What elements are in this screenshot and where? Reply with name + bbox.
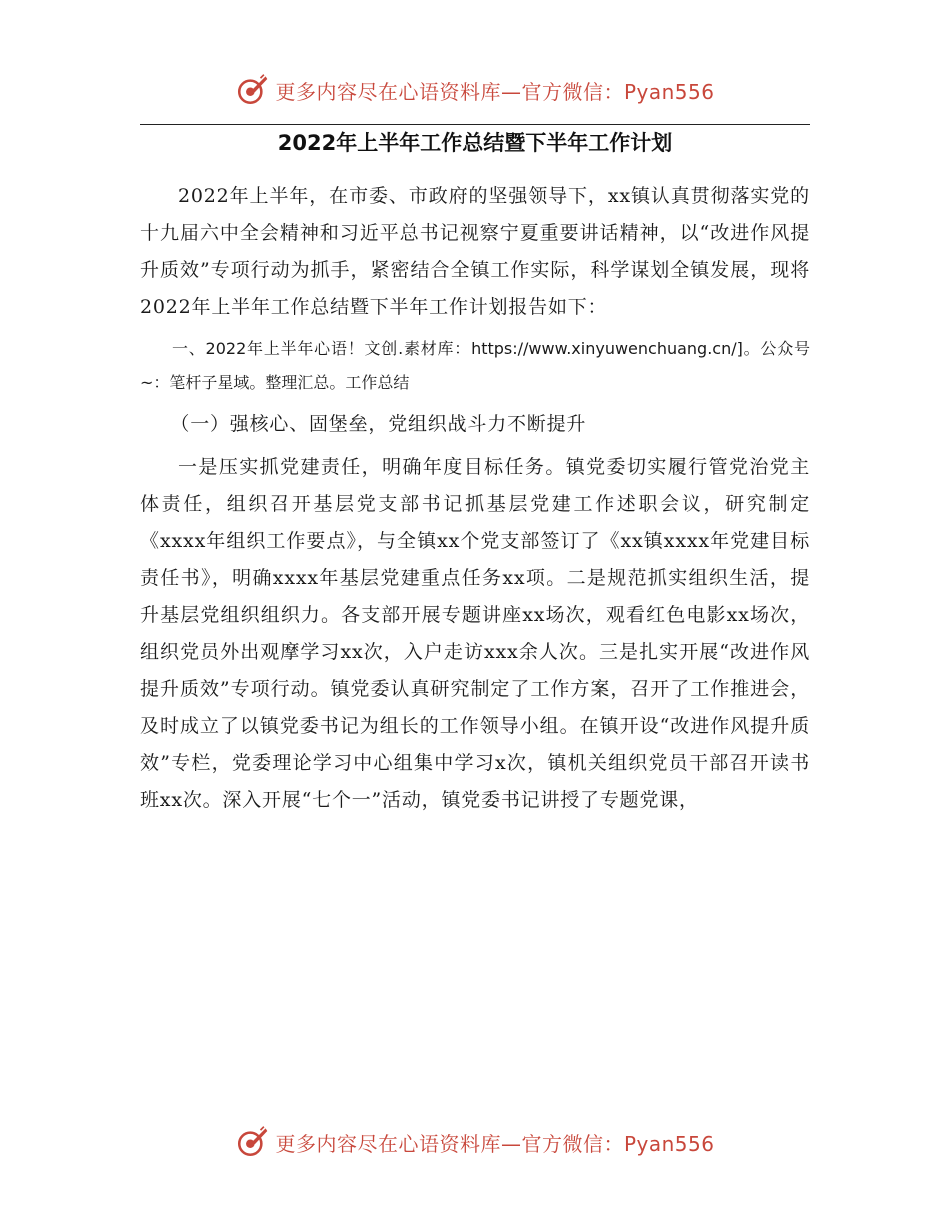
intro-paragraph: 2022年上半年，在市委、市政府的坚强领导下，xx镇认真贯彻落实党的十九届六中全会精神和习近平总书记视察宁夏重要讲话精神，以“改进作风提升质效”专项行动为抓手，紧密结合全镇工作实际，科学谋划全镇发展，现将2022年上半年工作总结暨下半年工作计划报告如下： <box>140 185 810 318</box>
quill-pen-logo-icon <box>235 73 269 107</box>
header-banner-text: 更多内容尽在心语资料库—官方微信：Pyan556 <box>275 79 715 104</box>
subsection-heading: （一）强核心、固堡垒，党组织战斗力不断提升 <box>170 413 587 435</box>
header-banner <box>0 68 950 112</box>
header-divider <box>140 124 810 125</box>
document-title: 2022年上半年工作总结暨下半年工作计划 <box>277 131 673 155</box>
footer-banner <box>0 1120 950 1164</box>
document-body <box>140 178 810 819</box>
body-paragraph: 一是压实抓党建责任，明确年度目标任务。镇党委切实履行管党治党主体责任，组织召开基层党支部书记抓基层党建工作述职会议，研究制定《xxxx年组织工作要点》，与全镇xx个党支部签订了《xx镇xxxx年党建目标责任书》，明确xxxx年基层党建重点任务xx项。二是规范抓实组织生活，提升基层党组织组织力。各支部开展专题讲座xx场次，观看红色电影xx场次，组织党员外出观摩学习xx次，入户走访xxx余人次。三是扎实开展“改进作风提升质效”专项行动。镇党委认真研究制定了工作方案，召开了工作推进会，及时成立了以镇党委书记为组长的工作领导小组。在镇开设“改进作风提升质效”专栏，党委理论学习中心组集中学习x次，镇机关组织党员干部召开读书班xx次。深入开展“七个一”活动，镇党委书记讲授了专题党课， <box>140 456 810 811</box>
section-heading: 一、2022年上半年心语！文创.素材库：https://www.xinyuwenchuang.cn/]。公众号~：笔杆子星域。整理汇总。工作总结 <box>140 339 810 392</box>
quill-pen-logo-icon <box>235 1125 269 1159</box>
footer-banner-text: 更多内容尽在心语资料库—官方微信：Pyan556 <box>275 1131 715 1156</box>
